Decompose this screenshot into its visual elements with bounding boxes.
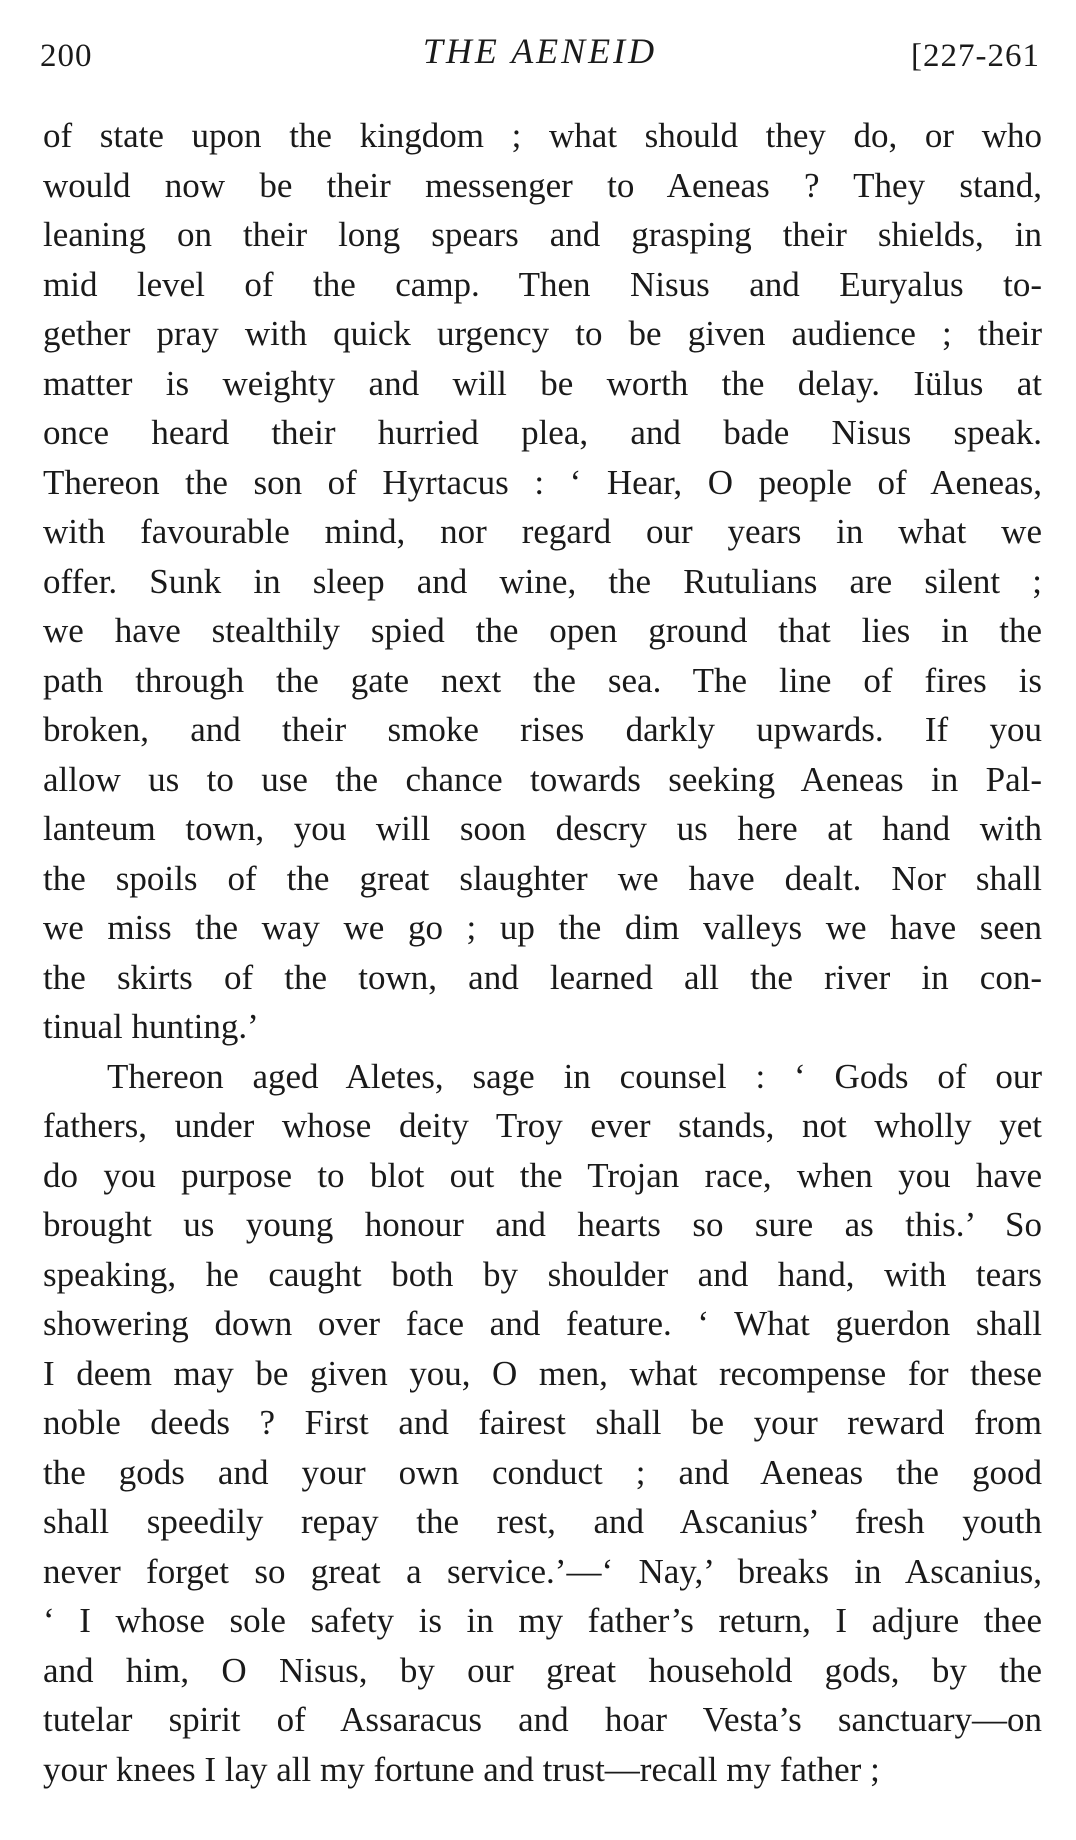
text-line: broken, and their smoke rises darkly upwards. If you bbox=[43, 710, 1042, 749]
text-line: the spoils of the great slaughter we have dealt. Nor shall bbox=[43, 858, 1042, 898]
text-line: offer. Sunk in sleep and wine, the Rutulians are silent ; bbox=[43, 561, 1042, 601]
text-line: never forget so great a service.’—‘ Nay,’ breaks in Ascanius, bbox=[43, 1551, 1042, 1591]
text-line: speaking, he caught both by shoulder and hand, with tears bbox=[43, 1254, 1042, 1294]
text-line: and him, O Nisus, by our great household gods, by the bbox=[43, 1650, 1042, 1690]
text-line: showering down over face and feature. ‘ What guerdon shall bbox=[43, 1304, 1042, 1343]
text-line: your knees I lay all my fortune and trust—recall my father ; bbox=[43, 1749, 880, 1789]
text-line: fathers, under whose deity Troy ever stands, not wholly yet bbox=[43, 1106, 1042, 1145]
text-line: the skirts of the town, and learned all the river in con- bbox=[43, 957, 1042, 997]
text-line: shall speedily repay the rest, and Ascanius’ fresh youth bbox=[43, 1502, 1042, 1541]
paragraph bbox=[43, 111, 1042, 1052]
text-line: Thereon the son of Hyrtacus : ‘ Hear, O people of Aeneas, bbox=[43, 462, 1042, 502]
text-line: the gods and your own conduct ; and Aeneas the good bbox=[43, 1452, 1042, 1492]
text-line: with favourable mind, nor regard our years in what we bbox=[43, 512, 1042, 551]
page-header bbox=[40, 30, 1040, 80]
text-line: we have stealthily spied the open ground that lies in the bbox=[43, 611, 1042, 650]
running-title: THE AENEID bbox=[422, 31, 658, 71]
text-line: tutelar spirit of Assaracus and hoar Vesta’s sanctuary—on bbox=[43, 1700, 1042, 1739]
text-line: tinual hunting.’ bbox=[43, 1007, 259, 1046]
text-line: do you purpose to blot out the Trojan race, when you have bbox=[43, 1155, 1042, 1195]
text-line: path through the gate next the sea. The line of fires is bbox=[43, 660, 1042, 700]
text-line: leaning on their long spears and grasping their shields, in bbox=[43, 215, 1042, 254]
text-body bbox=[43, 111, 1042, 1794]
text-line: ‘ I whose sole safety is in my father’s return, I adjure thee bbox=[43, 1601, 1042, 1640]
text-line: matter is weighty and will be worth the delay. Iülus at bbox=[43, 363, 1042, 403]
text-line: brought us young honour and hearts so sure as this.’ So bbox=[43, 1205, 1042, 1244]
text-line: lanteum town, you will soon descry us here at hand with bbox=[43, 809, 1042, 848]
text-line: would now be their messenger to Aeneas ? They stand, bbox=[43, 165, 1042, 205]
text-line: of state upon the kingdom ; what should they do, or who bbox=[43, 116, 1042, 155]
text-line: allow us to use the chance towards seeking Aeneas in Pal- bbox=[43, 759, 1042, 799]
text-line: once heard their hurried plea, and bade Nisus speak. bbox=[43, 413, 1042, 452]
text-line: we miss the way we go ; up the dim valleys we have seen bbox=[43, 908, 1042, 947]
page-number: 200 bbox=[40, 38, 93, 74]
text-line: noble deeds ? First and fairest shall be your reward from bbox=[43, 1403, 1042, 1442]
text-line: gether pray with quick urgency to be given audience ; their bbox=[43, 314, 1042, 353]
text-line: I deem may be given you, O men, what recompense for these bbox=[43, 1353, 1042, 1393]
line-range: [227-261 bbox=[911, 38, 1040, 74]
text-line: Thereon aged Aletes, sage in counsel : ‘ Gods of our bbox=[107, 1056, 1042, 1096]
paragraph bbox=[43, 1052, 1042, 1795]
text-line: mid level of the camp. Then Nisus and Euryalus to- bbox=[43, 264, 1042, 304]
